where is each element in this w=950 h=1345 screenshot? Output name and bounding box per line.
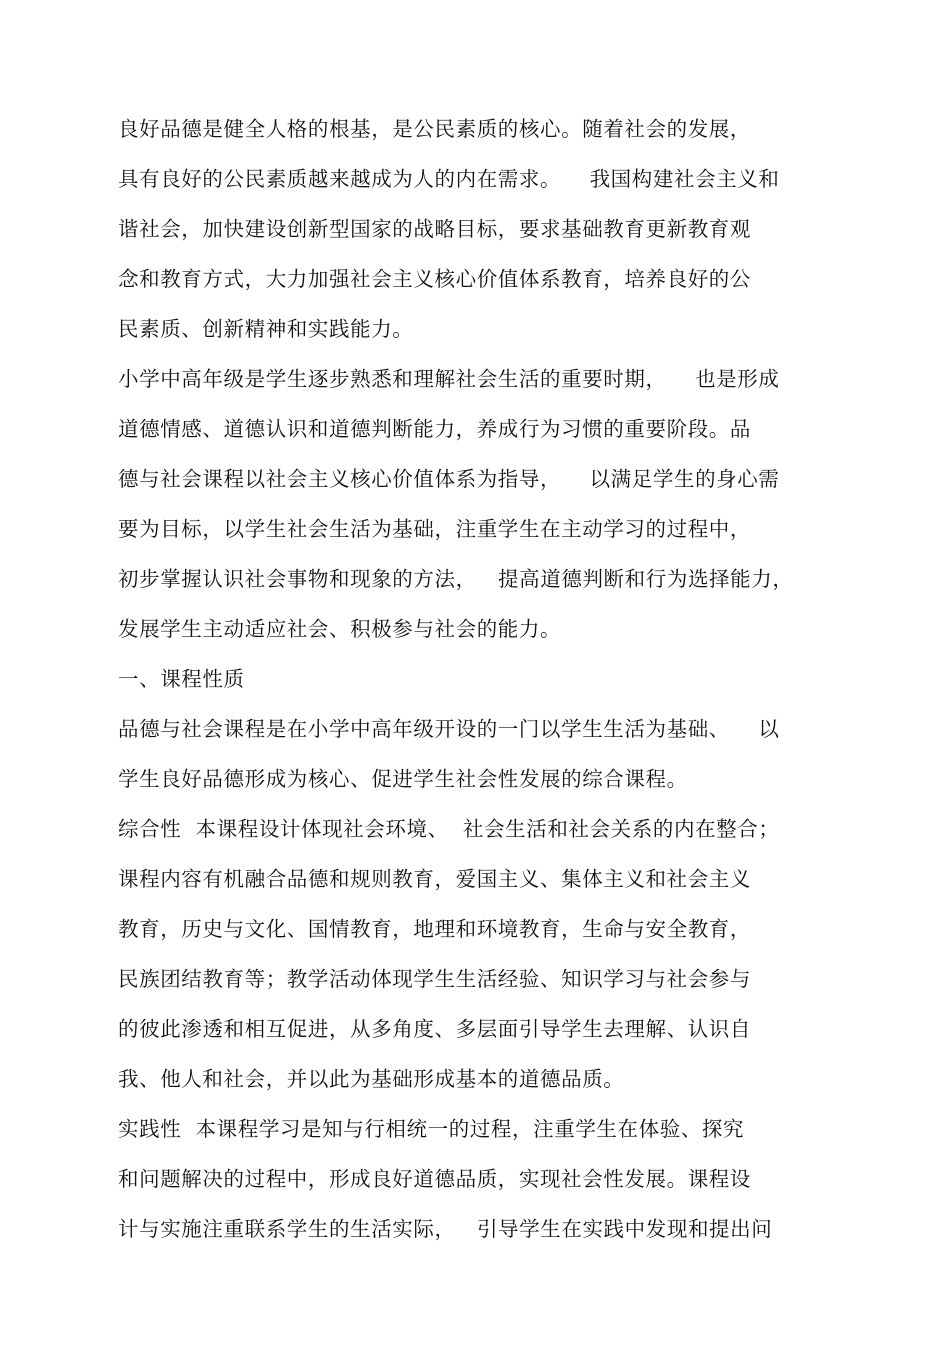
text-line: 计与实施注重联系学生的生活实际， 引导学生在实践中发现和提出问: [118, 1217, 773, 1241]
text-line: 和问题解决的过程中，形成良好道德品质，实现社会性发展。课程设: [118, 1167, 751, 1191]
text-line: 发展学生主动适应社会、积极参与社会的能力。: [118, 617, 562, 641]
text-line: 德与社会课程以社会主义核心价值体系为指导， 以满足学生的身心需: [118, 467, 780, 491]
text-line: 我、他人和社会，并以此为基础形成基本的道德品质。: [118, 1067, 625, 1091]
text-line: 实践性 本课程学习是知与行相统一的过程，注重学生在体验、探究: [118, 1117, 745, 1141]
section-heading: 一、课程性质: [118, 667, 245, 691]
text-line: 民族团结教育等；教学活动体现学生生活经验、知识学习与社会参与: [118, 967, 751, 991]
text-line: 课程内容有机融合品德和规则教育，爱国主义、集体主义和社会主义: [118, 867, 751, 891]
text-line: 小学中高年级是学生逐步熟悉和理解社会生活的重要时期， 也是形成: [118, 367, 780, 391]
text-line: 的彼此渗透和相互促进，从多角度、多层面引导学生去理解、认识自: [118, 1017, 751, 1041]
text-line: 具有良好的公民素质越来越成为人的内在需求。 我国构建社会主义和: [118, 167, 780, 191]
text-line: 教育，历史与文化、国情教育，地理和环境教育，生命与安全教育，: [118, 917, 751, 941]
text-line: 道德情感、道德认识和道德判断能力，养成行为习惯的重要阶段。品: [118, 417, 751, 441]
text-line: 谐社会，加快建设创新型国家的战略目标，要求基础教育更新教育观: [118, 217, 751, 241]
text-line: 要为目标，以学生社会生活为基础，注重学生在主动学习的过程中，: [118, 517, 751, 541]
text-line: 综合性 本课程设计体现社会环境、 社会生活和社会关系的内在整合；: [118, 817, 780, 841]
document-body: [118, 104, 858, 1254]
text-line: 学生良好品德形成为核心、促进学生社会性发展的综合课程。: [118, 767, 688, 791]
text-line: 民素质、创新精神和实践能力。: [118, 317, 414, 341]
text-line: 良好品德是健全人格的根基，是公民素质的核心。随着社会的发展，: [118, 117, 751, 141]
text-line: 念和教育方式，大力加强社会主义核心价值体系教育，培养良好的公: [118, 267, 751, 291]
text-line: 品德与社会课程是在小学中高年级开设的一门以学生生活为基础、 以: [118, 717, 780, 741]
text-line: 初步掌握认识社会事物和现象的方法， 提高道德判断和行为选择能力，: [118, 567, 794, 591]
